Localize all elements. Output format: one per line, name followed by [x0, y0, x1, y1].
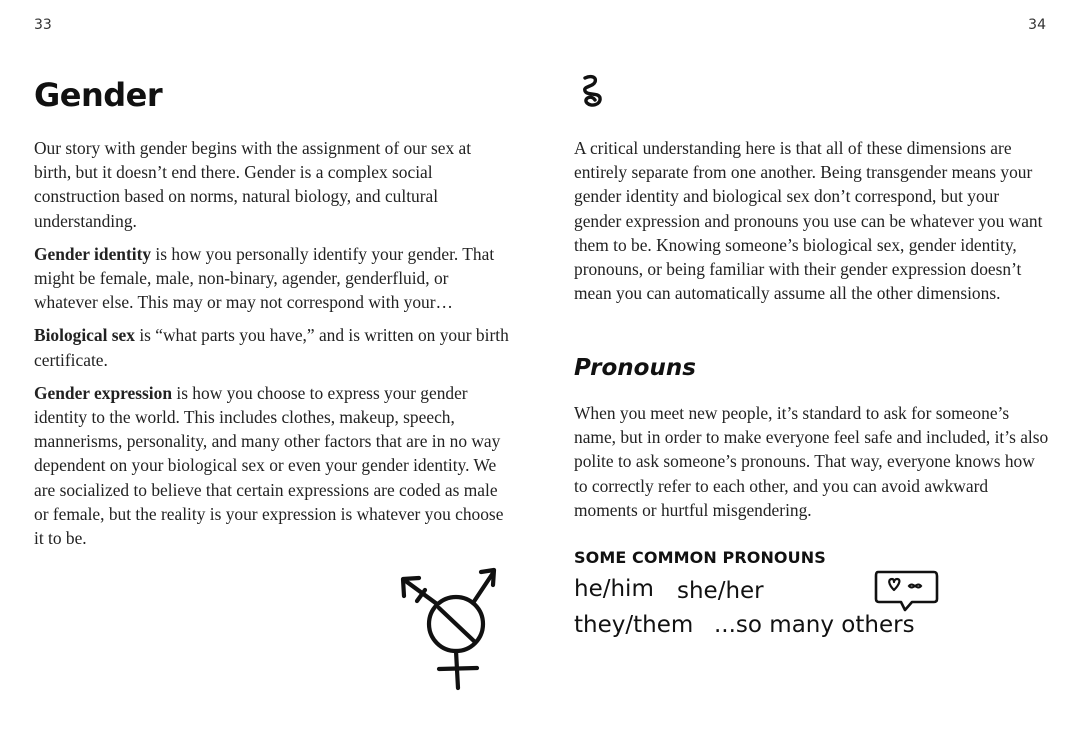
page-number-right: 34: [1028, 17, 1046, 33]
transgender-symbol-icon: [393, 560, 503, 694]
gender-text-column: [34, 136, 509, 559]
gender-identity-text: is how you personally identify your gender. That might be female, male, non-binary, agender, genderfluid, or whatever else. This may or may not correspond with your…: [34, 243, 495, 313]
gender-expression-paragraph: [34, 381, 509, 550]
critical-understanding-paragraph: A critical understanding here is that all of these dimensions are entirely separate from one another. Being transgender means your gender identity and biological sex don’t correspond, but your gender expression and pronouns you use can be whatever you want them to be. Knowing someone’s biological sex, gender identity, pronouns, or being familiar with their gender expression doesn’t mean you can automatically assume all the other dimensions.: [574, 138, 1043, 304]
gender-identity-paragraph: [34, 242, 509, 315]
biological-sex-paragraph: [34, 323, 509, 371]
page-title-gender: Gender: [34, 76, 163, 114]
gender-identity-term: Gender identity: [34, 243, 152, 264]
page-number-left: 33: [34, 17, 52, 33]
common-pronouns-heading: SOME COMMON PRONOUNS: [574, 548, 826, 567]
pronoun-she-her: she/her: [677, 578, 764, 604]
gender-expression-text: is how you choose to express your gender identity to the world. This includes clothes, makeup, speech, mannerisms, personality, and many other factors that are in no way dependent on your biological sex or even your gender identity. We are socialized to believe that certain expressions are coded as male or female, but the reality is your expression is whatever you choose it to be.: [34, 382, 504, 549]
gender-expression-term: Gender expression: [34, 382, 173, 403]
pronouns-heading: Pronouns: [574, 355, 696, 381]
biological-sex-term: Biological sex: [34, 325, 135, 346]
pronoun-so-many-others: ...so many others: [714, 612, 915, 638]
dimensions-text-column: [574, 136, 1049, 314]
pronouns-paragraph: When you meet new people, it’s standard to ask for someone’s name, but in order to make everyone feel safe and included, it’s also polite to ask someone’s pronouns. That way, everyone knows how to correctly refer to each other, and you can avoid awkward moments or hurtful misgendering.: [574, 403, 1049, 520]
spiral-doodle-icon: [573, 73, 609, 111]
gender-intro-paragraph: Our story with gender begins with the assignment of our sex at birth, but it doesn’t end there. Gender is a complex social construction based on norms, natural biology, and cultural understanding.: [34, 138, 472, 231]
pronouns-text-column: [574, 401, 1049, 531]
pronoun-they-them: they/them: [574, 612, 694, 638]
heart-chat-bubble-icon: [872, 568, 940, 614]
biological-sex-text: is “what parts you have,” and is written on your birth certificate.: [34, 325, 509, 370]
pronoun-he-him: he/him: [574, 576, 654, 602]
